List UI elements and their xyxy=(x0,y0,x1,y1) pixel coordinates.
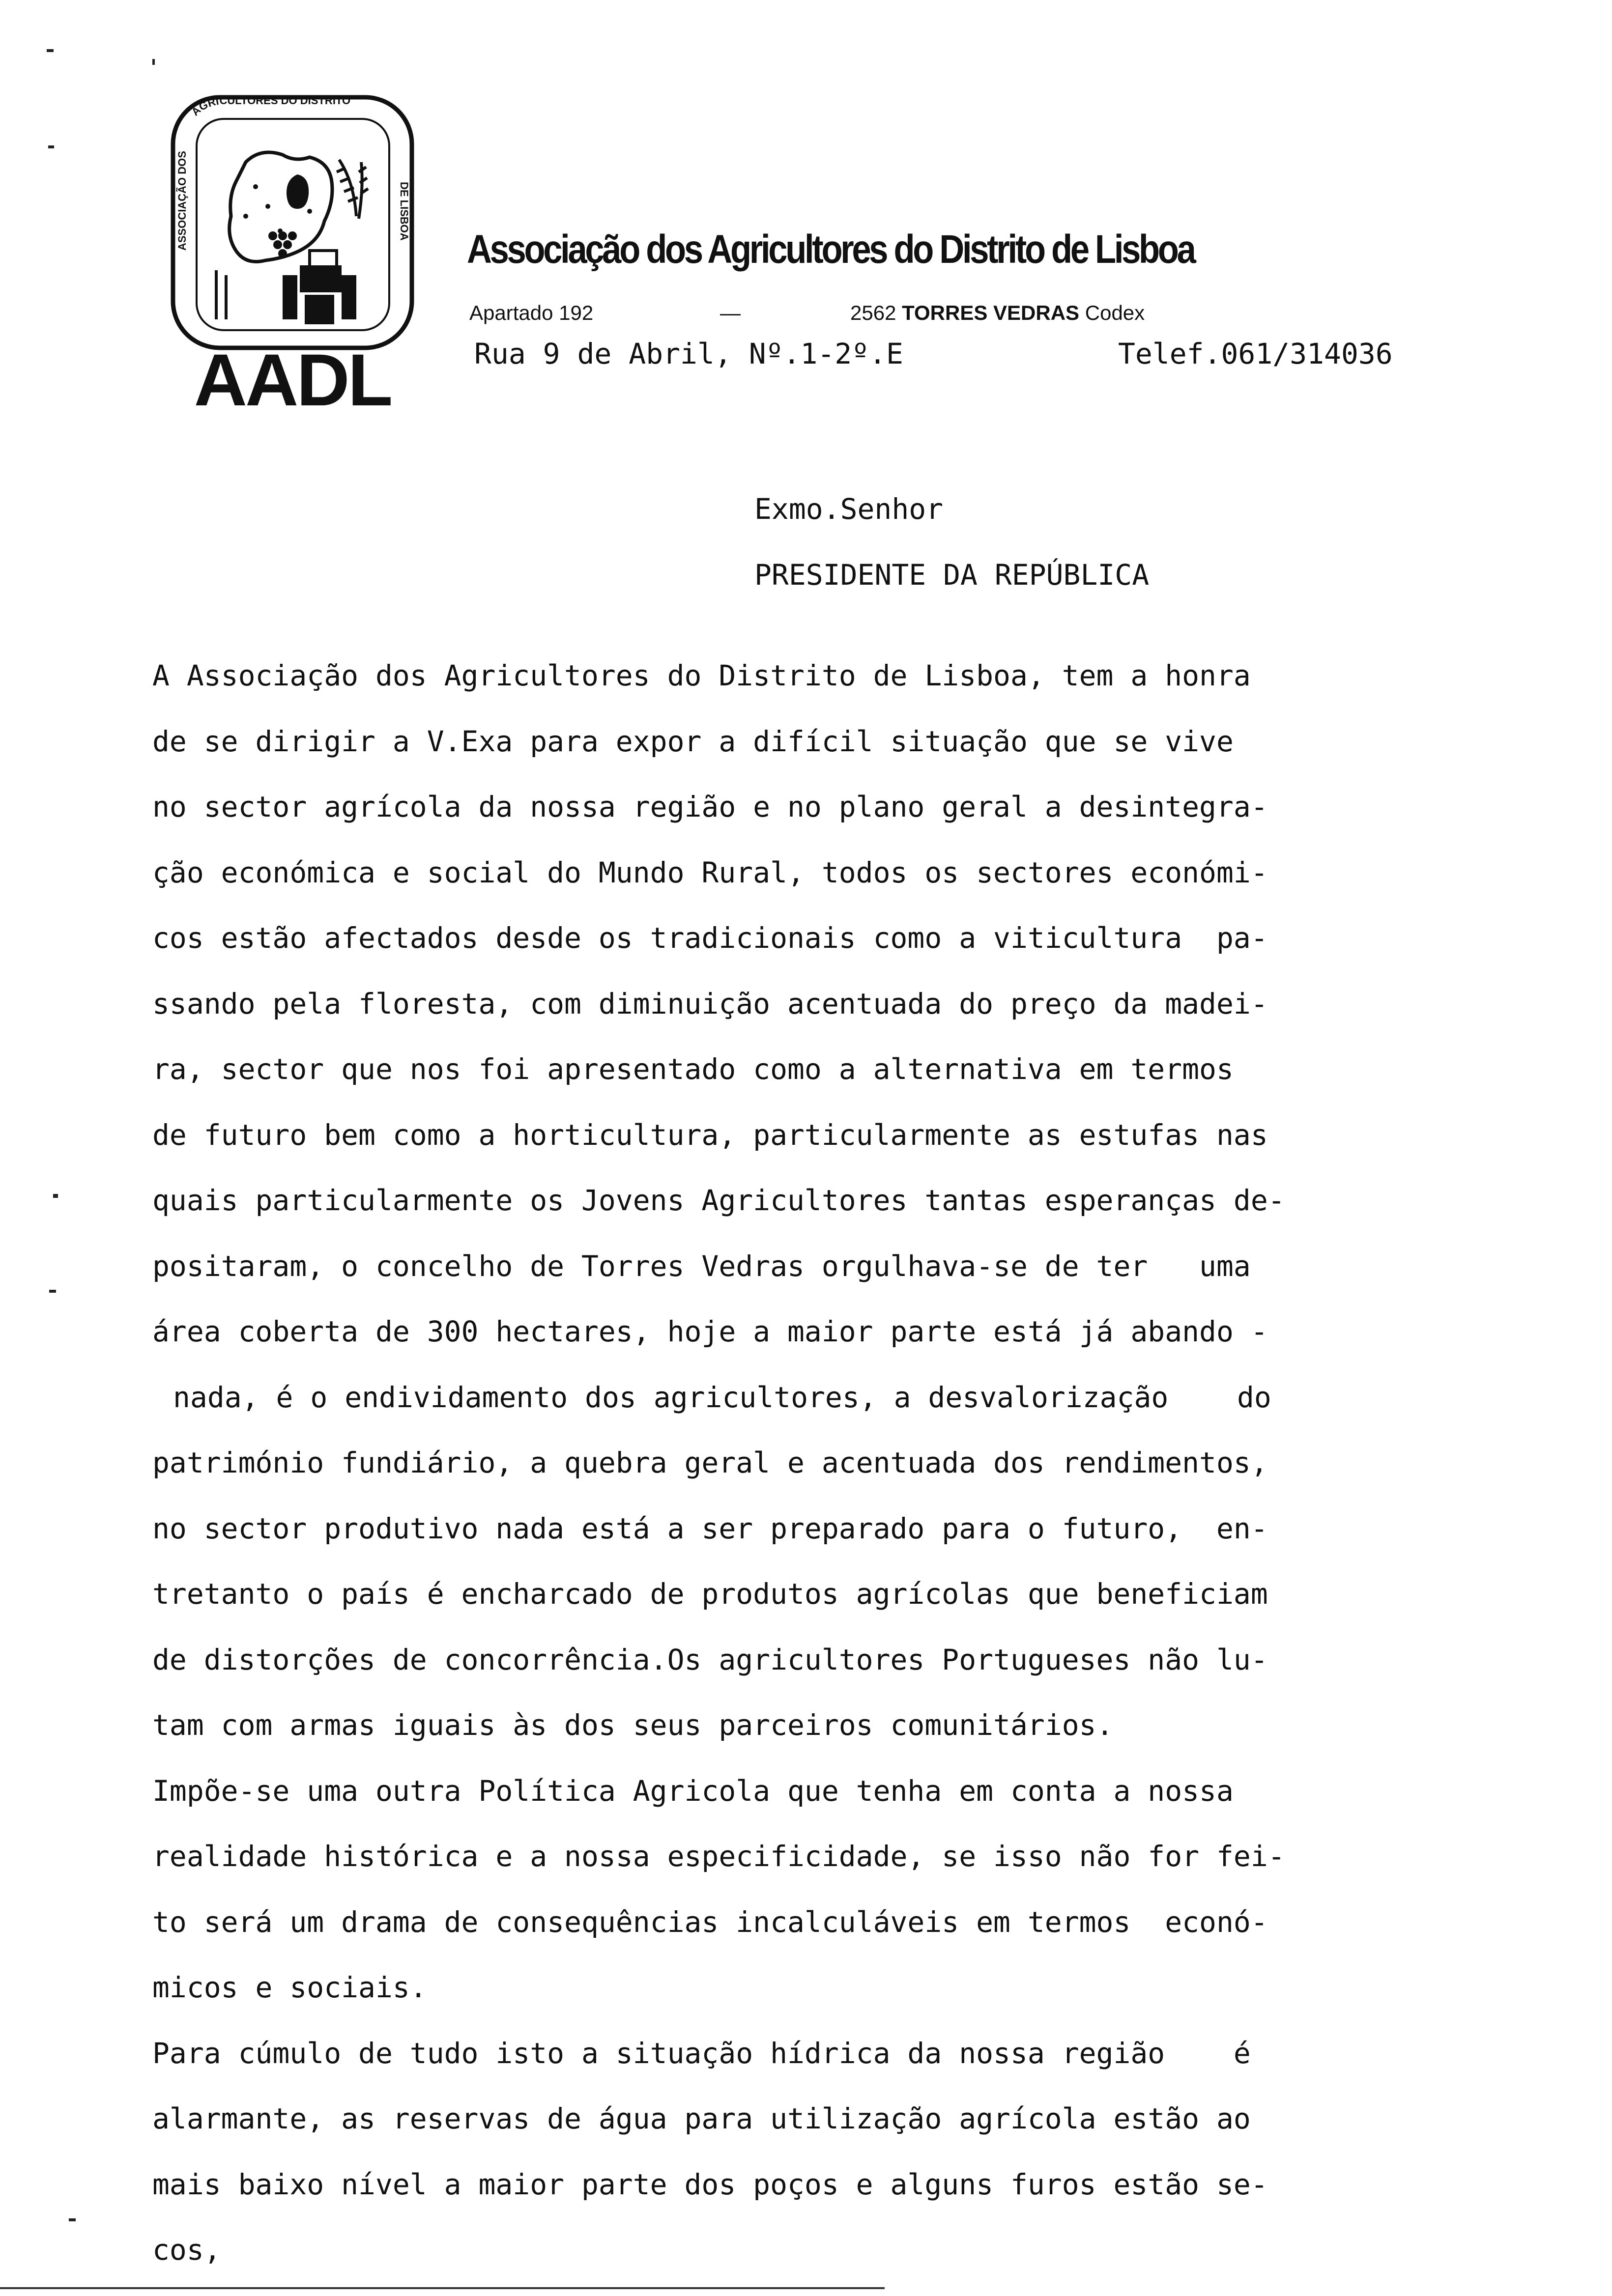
body-line: A Associação dos Agricultores do Distrito de Lisboa, tem a honra xyxy=(152,659,1251,692)
body-line: alarmante, as reservas de água para utilização agrícola estão ao xyxy=(152,2102,1251,2135)
wheat-icon xyxy=(337,160,368,219)
body-line: de se dirigir a V.Exa para expor a difícil situação que se vive xyxy=(152,724,1234,758)
addressee-salutation: Exmo.Senhor xyxy=(754,492,944,526)
addressee-title: PRESIDENTE DA REPÚBLICA xyxy=(754,558,1150,592)
fruit-icon xyxy=(287,174,309,209)
body-line: ra, sector que nos foi apresentado como a alternativa em termos xyxy=(152,1052,1234,1086)
scan-mark xyxy=(53,1194,58,1198)
po-box: Apartado 192 xyxy=(469,301,594,324)
body-line: tretanto o país é encharcado de produtos agrícolas que beneficiam xyxy=(152,1577,1268,1611)
logo-ring-text-top: AGRICULTORES DO DISTRITO xyxy=(189,94,351,118)
body-line: património fundiário, a quebra geral e acentuada dos rendimentos, xyxy=(152,1446,1268,1479)
body-line: realidade histórica e a nossa especificidade, se isso não for fei- xyxy=(152,1840,1285,1873)
scan-mark xyxy=(69,2218,76,2221)
body-line: to será um drama de consequências incalculáveis em termos econó- xyxy=(152,1905,1268,1939)
logo-ring-text-left: ASSOCIAÇÃO DOS xyxy=(176,151,188,251)
body-line: nada, é o endividamento dos agricultores, a desvalorização do xyxy=(173,1380,1271,1414)
body-line: tam com armas iguais às dos seus parceiros comunitários. xyxy=(152,1708,1114,1742)
city-name: TORRES VEDRAS xyxy=(902,301,1080,324)
body-line: no sector agrícola da nossa região e no plano geral a desintegra- xyxy=(152,790,1268,823)
body-line: no sector produtivo nada está a ser preparado para o futuro, en- xyxy=(152,1511,1268,1545)
scan-mark xyxy=(47,49,54,52)
postal-address xyxy=(850,301,1145,325)
street-address: Rua 9 de Abril, Nº.1-2º.E xyxy=(474,337,903,370)
scan-mark xyxy=(49,1290,56,1293)
body-line: ssando pela floresta, com diminuição acentuada do preço da madei- xyxy=(152,987,1268,1020)
tractor-icon xyxy=(283,251,356,324)
page-edge-rule xyxy=(0,2287,885,2289)
organization-name: Associação dos Agricultores do Distrito de Lisboa xyxy=(467,227,1194,272)
codex-label: Codex xyxy=(1085,301,1145,324)
body-line: de futuro bem como a horticultura, particularmente as estufas nas xyxy=(152,1118,1268,1152)
postal-code: 2562 xyxy=(850,301,896,324)
body-line: área coberta de 300 hectares, hoje a maior parte está já abando - xyxy=(152,1315,1268,1348)
body-line: Impõe-se uma outra Política Agricola que tenha em conta a nossa xyxy=(152,1774,1234,1808)
logo-ring-text-right: DE LISBOA xyxy=(398,182,410,241)
svg-text:AGRICULTORES DO DISTRITO xyxy=(189,94,351,118)
letter-body xyxy=(152,656,1494,2296)
body-line: cos estão afectados desde os tradicionais como a viticultura pa- xyxy=(152,921,1268,955)
body-line: positaram, o concelho de Torres Vedras orgulhava-se de ter uma xyxy=(152,1249,1251,1283)
scan-mark xyxy=(152,59,155,65)
logo-acronym: AADL xyxy=(194,339,391,413)
body-line: quais particularmente os Jovens Agricultores tantas esperanças de- xyxy=(152,1184,1285,1217)
body-line: de distorções de concorrência.Os agricultores Portugueses não lu- xyxy=(152,1643,1268,1676)
body-line: mais baixo nível a maior parte dos poços e alguns furos estão se- xyxy=(152,2167,1268,2201)
body-line: cos, xyxy=(152,2233,221,2267)
phone-number: Telef.061/314036 xyxy=(1118,337,1393,370)
scan-mark xyxy=(48,145,54,148)
address-separator: — xyxy=(720,301,741,324)
body-line: micos e sociais. xyxy=(152,1971,427,2004)
aadl-logo xyxy=(162,88,423,413)
body-line: Para cúmulo de tudo isto a situação hídrica da nossa região é xyxy=(152,2036,1251,2070)
body-line: ção económica e social do Mundo Rural, todos os sectores económi- xyxy=(152,855,1268,889)
